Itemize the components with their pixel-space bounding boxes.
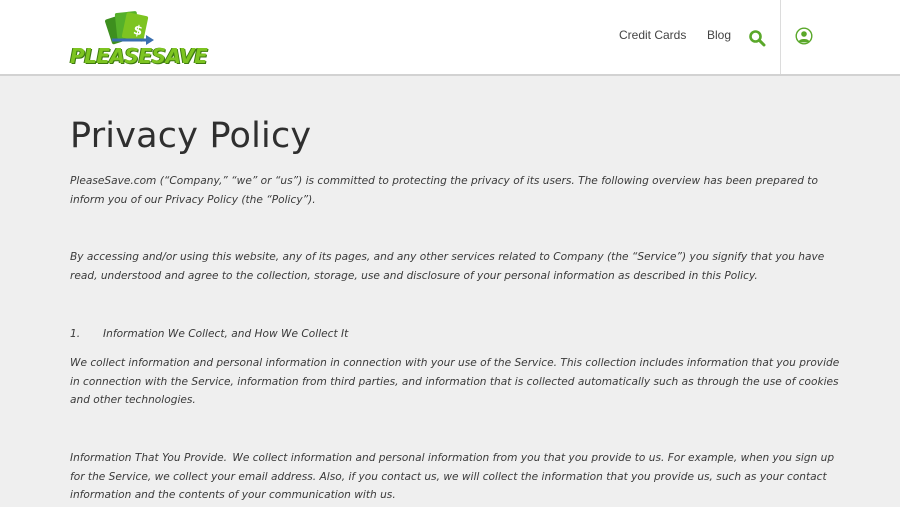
provide-text: We collect information and personal information from you that you provide to us. For example, when you sign up for the Service, we collect your email address. Also, if you contact us, we will collect the information that you provide us, such as your contact information and the contents of your communication with us.	[70, 452, 835, 501]
nav-blog[interactable]: Blog	[707, 28, 732, 42]
logo-wordmark: PLEASESAVE	[70, 44, 208, 68]
section-title: Information We Collect, and How We Collect It	[103, 328, 349, 340]
provide-paragraph	[70, 449, 840, 505]
page-title: Privacy Policy	[70, 116, 312, 156]
user-icon[interactable]	[795, 27, 813, 45]
search-icon[interactable]	[748, 29, 766, 47]
svg-text:$: $	[131, 22, 144, 40]
section-1-heading	[70, 325, 840, 344]
intro-paragraph: PleaseSave.com (“Company,” “we” or “us”) is committed to protecting the privacy of its users. The following overview has been prepared to inform you of our Privacy Policy (the “Policy”).	[70, 175, 818, 206]
consent-paragraph: By accessing and/or using this website, any of its pages, and any other services related to Company (the “Service”) you signify that you have read, understood and agree to the collection, storage, use and disclosure of your personal information as described in this Policy.	[70, 251, 825, 282]
header-divider	[780, 0, 781, 74]
section-number: 1.	[70, 328, 81, 340]
nav-credit-cards[interactable]: Credit Cards	[619, 28, 687, 42]
collect-paragraph: We collect information and personal information in connection with your use of the Service. This collection includes information that you provide in connection with the Service, information from third parties, and information that is collected automatically such as through the use of cookies and other technologies.	[70, 357, 840, 406]
site-logo[interactable]	[68, 8, 208, 68]
provide-lead: Information That You Provide.	[70, 452, 227, 464]
policy-content	[70, 114, 840, 501]
site-header	[0, 0, 900, 76]
